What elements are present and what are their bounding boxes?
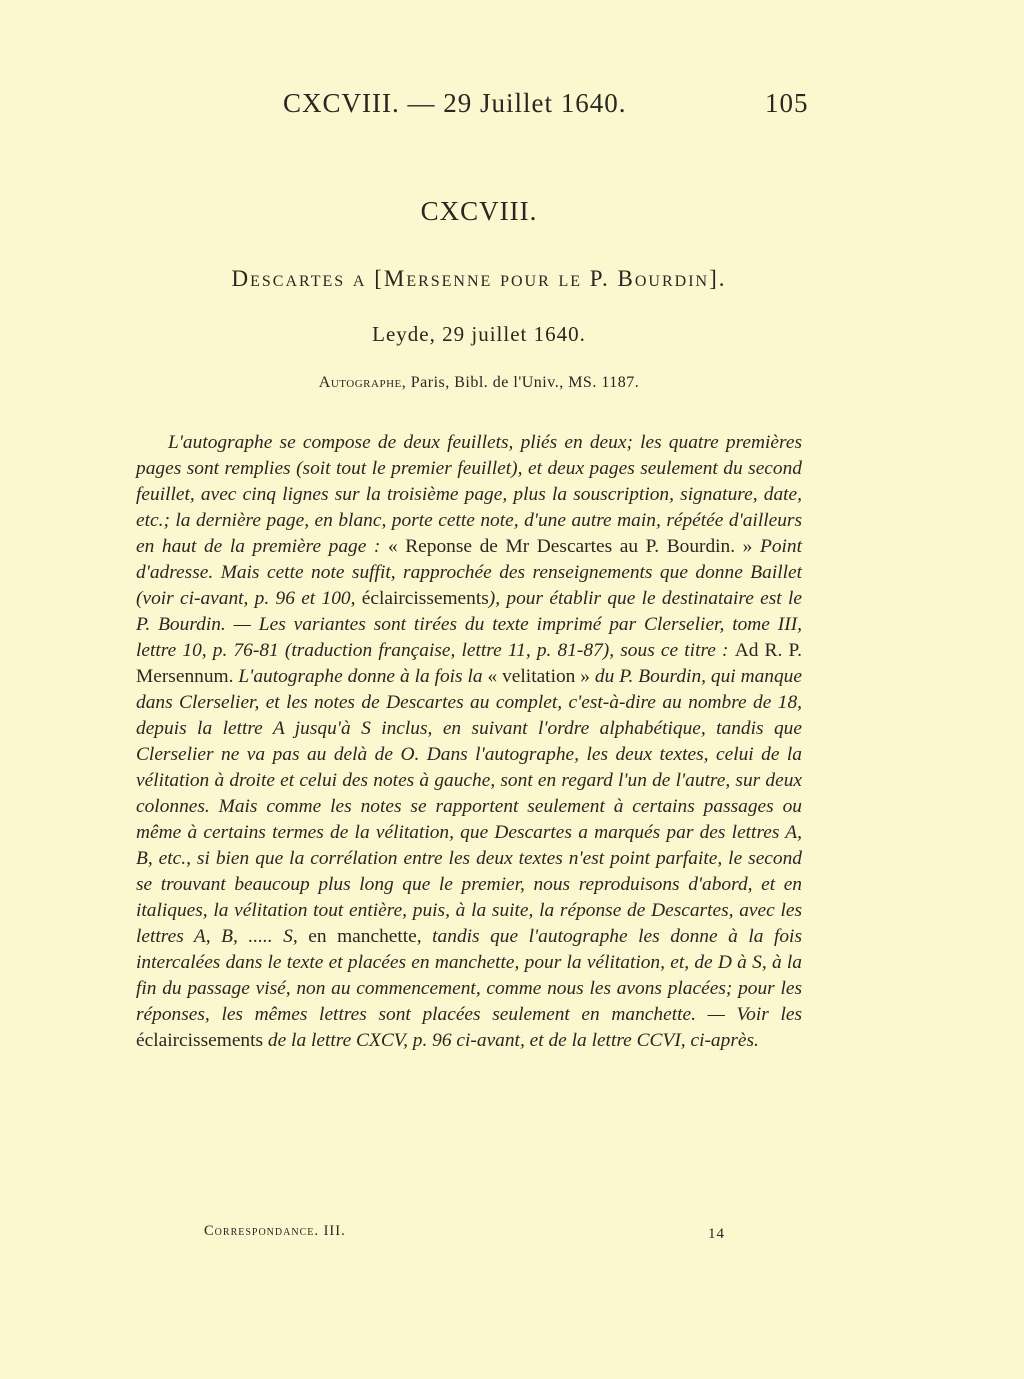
intro-upright-segment: « velitation » xyxy=(487,666,590,687)
intro-upright-segment: en manchette, xyxy=(308,926,422,947)
letter-number: CXCVIII. xyxy=(420,196,538,226)
intro-italic-segment: L'autographe donne à la fois la xyxy=(233,666,488,687)
intro-upright-segment: Ad R. P. Mersennum. xyxy=(136,640,802,687)
introductory-note xyxy=(136,430,802,1054)
source-location: , Paris, Bibl. de l'Univ., MS. 1187. xyxy=(401,374,640,391)
source-line xyxy=(0,374,958,392)
intro-italic-segment: de la lettre CXCV, p. 96 ci-avant, et de la lettre CCVI, ci-après. xyxy=(263,1030,759,1051)
footer-sheet-number: 14 xyxy=(708,1226,725,1242)
intro-upright-segment: « Reponse de Mr Descartes au P. Bourdin. » xyxy=(387,536,753,557)
letter-title-text: Descartes a [Mersenne pour le P. Bourdin]. xyxy=(231,266,727,291)
source-label: Autographe xyxy=(318,374,402,391)
intro-italic-segment: du P. Bourdin, qui manque dans Clerselier, et les notes de Descartes au complet, c'est-à-dire au nombre de 18, depuis la lettre A jusqu'à S inclus, en suivant l'ordre alphabétique, tandis que Clerselier ne va pas au delà de O. Dans l'autographe, les deux textes, celui de la vélitation à droite et celui des notes à gauche, sont en regard l'un de l'autre, sur deux colonnes. Mais comme les notes se rapportent seulement à certains passages ou même à certains termes de la vélitation, que Descartes a marqués par des lettres A, B, etc., si bien que la corrélation entre les deux textes n'est point parfaite, le second se trouvant beaucoup plus long que le premier, nous reproduisons d'abord, et en italiques, la vélitation tout entière, puis, à la suite, la réponse de Descartes, avec les lettres A, B, ..... S, xyxy=(136,666,802,947)
running-head-title: CXCVIII. — 29 Juillet 1640. xyxy=(283,88,627,118)
intro-italic-segment: ), pour établir que le destinataire est le P. Bourdin. — Les variantes sont tirées du texte imprimé par Clerselier, tome III, lettre 10, p. 76-81 (traduction française, lettre 11, p. 81-87), sous ce titre : xyxy=(136,588,802,661)
intro-italic-segment: L'autographe se compose de deux feuillets, pliés en deux; les quatre premières pages sont remplies (soit tout le premier feuillet), et deux pages seulement du second feuillet, avec cinq lignes sur la troisième page, plus la souscription, signature, date, etc.; la dernière page, en blanc, porte cette note, d'une autre main, répétée d'ailleurs en haut de la première page : xyxy=(136,432,802,557)
footer-signature: Correspondance. III. xyxy=(204,1223,346,1239)
page-number: 105 xyxy=(765,88,809,118)
letter-title xyxy=(0,266,958,292)
intro-upright-segment: éclaircissements xyxy=(361,588,489,609)
intro-upright-segment: éclaircissements xyxy=(136,1030,264,1051)
letter-place-date: Leyde, 29 juillet 1640. xyxy=(372,322,586,346)
intro-italic-segment: Point d'adresse. Mais cette note suffit, rapprochée des renseignements que donne Baillet (voir ci-avant, p. 96 et 100, xyxy=(136,536,802,609)
intro-italic-segment: tandis que l'autographe les donne à la fois intercalées dans le texte et placées en manchette, pour la vélitation, et, de D à S, à la fin du passage visé, non au commencement, comme nous les avons placées; pour les réponses, les mêmes lettres sont placées seulement en manchette. — Voir les xyxy=(136,926,802,1025)
